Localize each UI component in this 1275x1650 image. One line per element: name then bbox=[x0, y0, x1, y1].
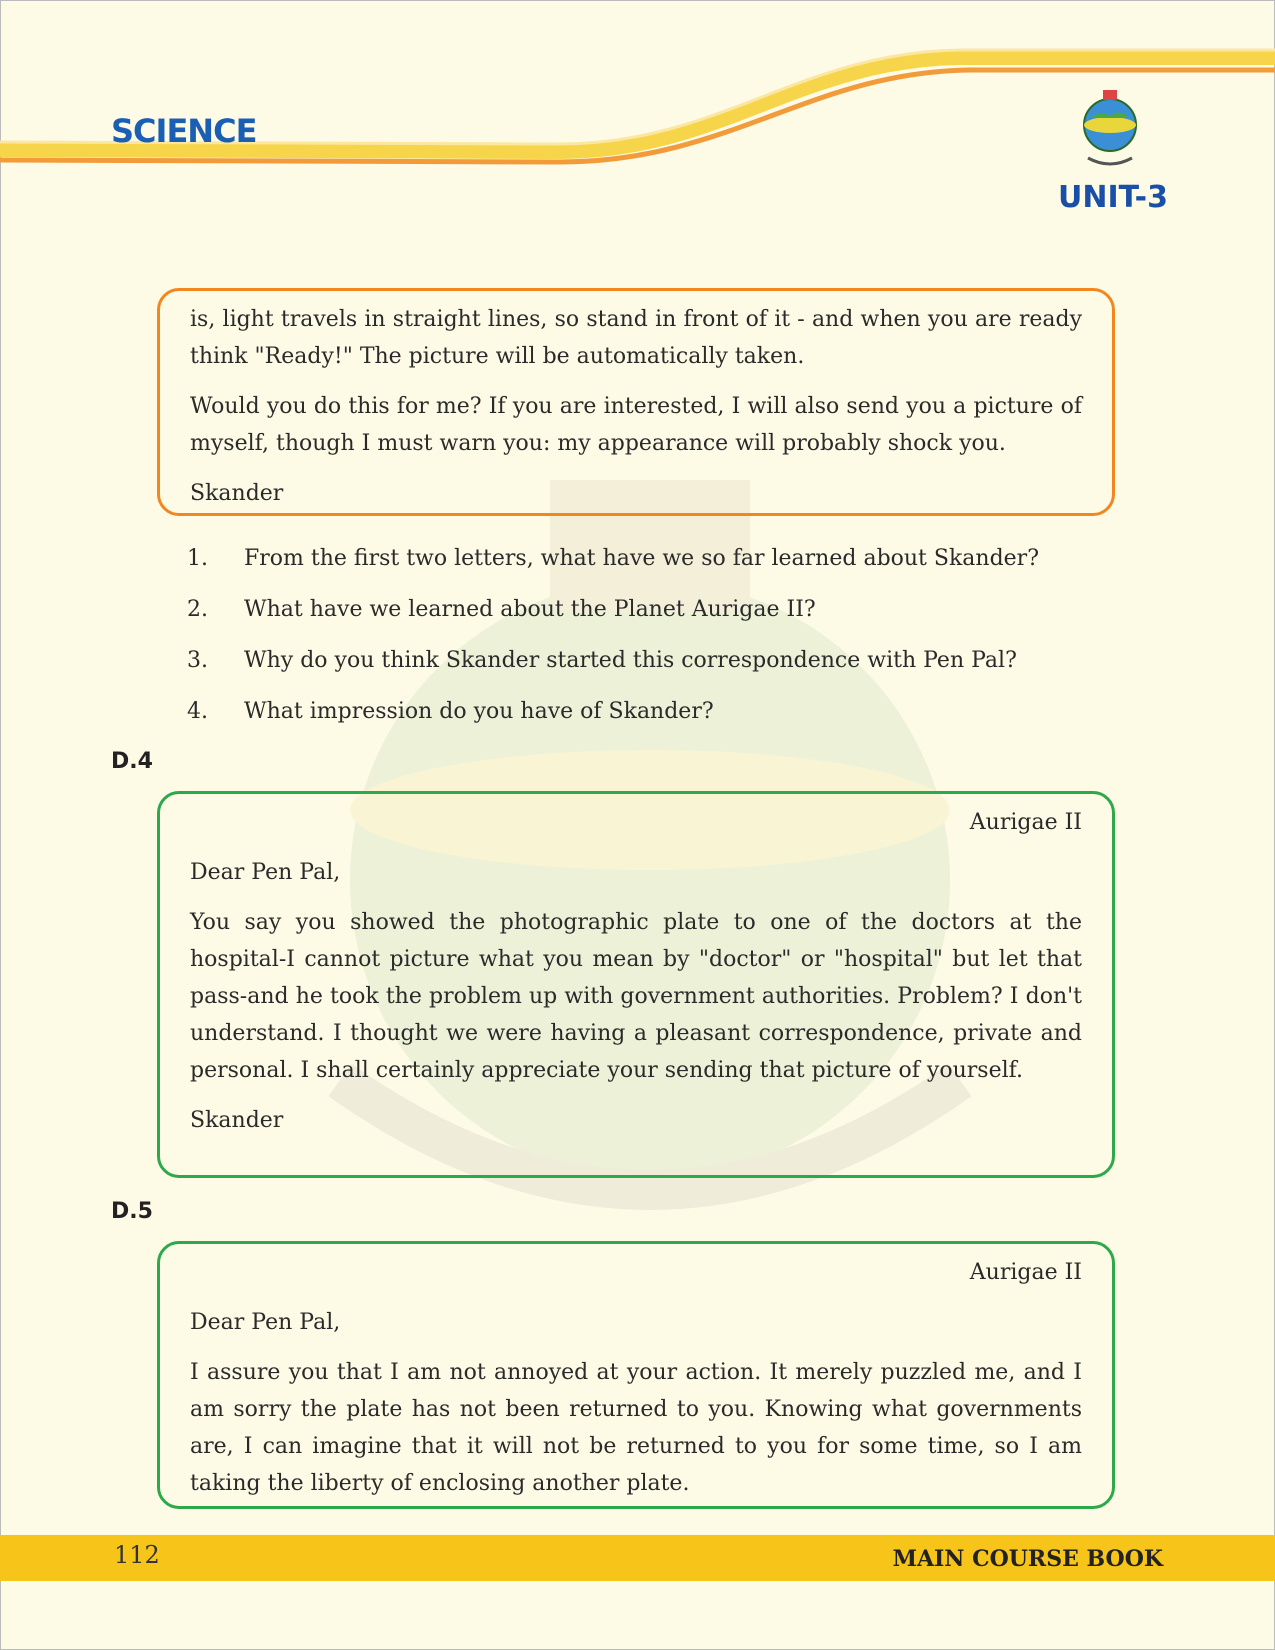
letter-salutation: Dear Pen Pal, bbox=[190, 1310, 341, 1335]
question-item bbox=[187, 693, 1087, 744]
question-item bbox=[187, 642, 1087, 693]
school-globe-logo-icon bbox=[1070, 80, 1150, 180]
question-number: 3. bbox=[187, 648, 208, 673]
question-text: What have we learned about the Planet Aurigae II? bbox=[244, 597, 816, 622]
question-number: 2. bbox=[187, 597, 208, 622]
letter-signature: Skander bbox=[190, 1108, 284, 1133]
page-number: 112 bbox=[114, 1541, 160, 1569]
book-title: MAIN COURSE BOOK bbox=[892, 1546, 1163, 1572]
letter-address: Aurigae II bbox=[969, 1260, 1082, 1285]
unit-label: UNIT-3 bbox=[1058, 180, 1169, 215]
letter-d5-box bbox=[157, 1241, 1115, 1509]
letter-signature: Skander bbox=[190, 481, 284, 506]
letter-address: Aurigae II bbox=[969, 810, 1082, 835]
letter-paragraph: is, light travels in straight lines, so stand in front of it - and when you are ready think "Ready!" The picture will be automatically taken. bbox=[190, 307, 1082, 369]
question-number: 1. bbox=[187, 546, 208, 571]
section-label-d4: D.4 bbox=[111, 749, 153, 774]
letter-body: You say you showed the photographic plate to one of the doctors at the hospital-I cannot picture what you mean by "doctor" or "hospital" but let that pass-and he took the problem up with government authorities. Problem? I don't understand. I thought we were having a pleasant correspondence, private and personal. I shall certainly appreciate your sending that picture of yourself. bbox=[190, 910, 1082, 1083]
question-item bbox=[187, 591, 1087, 642]
letter-continuation-box bbox=[157, 288, 1115, 516]
section-label-d5: D.5 bbox=[111, 1199, 153, 1224]
question-item bbox=[187, 540, 1087, 591]
letter-body: I assure you that I am not annoyed at your action. It merely puzzled me, and I am sorry the plate has not been returned to you. Knowing what governments are, I can imagine that it will not be returned to you for some time, so I am taking the liberty of enclosing another plate. bbox=[190, 1360, 1082, 1496]
question-list bbox=[187, 540, 1087, 744]
letter-salutation: Dear Pen Pal, bbox=[190, 860, 341, 885]
letter-paragraph: Would you do this for me? If you are interested, I will also send you a picture of myself, though I must warn you: my appearance will probably shock you. bbox=[190, 394, 1082, 456]
letter-d4-box bbox=[157, 791, 1115, 1178]
question-text: Why do you think Skander started this correspondence with Pen Pal? bbox=[244, 648, 1017, 673]
question-text: What impression do you have of Skander? bbox=[244, 699, 714, 724]
question-text: From the first two letters, what have we so far learned about Skander? bbox=[244, 546, 1039, 571]
question-number: 4. bbox=[187, 699, 208, 724]
subject-title: SCIENCE bbox=[111, 112, 257, 150]
